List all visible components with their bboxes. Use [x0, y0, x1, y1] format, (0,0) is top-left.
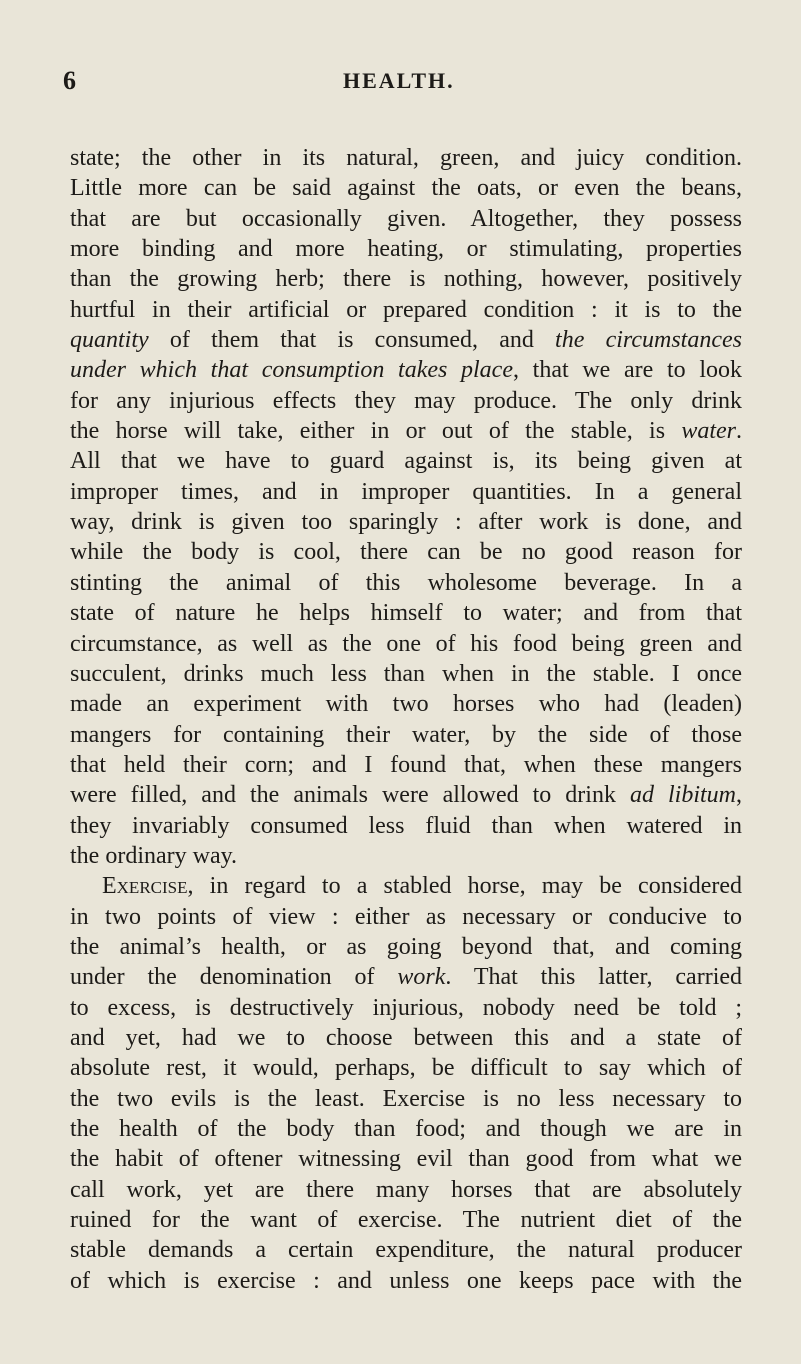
- italic-phrase: work: [397, 964, 446, 991]
- page-number: 6: [63, 66, 76, 95]
- small-caps-word: Exercise: [102, 873, 188, 900]
- text-line: for any injurious effects they may produce. The only drink: [70, 387, 742, 414]
- text-line: that are but occasionally given. Altogether, they possess: [70, 205, 742, 232]
- text-line: that held their corn; and I found that, when these mangers: [70, 751, 742, 778]
- text-line: the habit of oftener witnessing evil than good from what we: [70, 1146, 742, 1173]
- text-line: the ordinary way.: [70, 842, 238, 869]
- text-line: absolute rest, it would, perhaps, be difficult to say which of: [70, 1055, 742, 1082]
- text-line: they invariably consumed less fluid than when watered in: [70, 812, 742, 839]
- italic-phrase: ad libitum: [629, 782, 736, 809]
- text-line: the horse will take, either in or out of the stable, is water.: [70, 418, 742, 445]
- text-line: to excess, is destructively injurious, nobody need be told ;: [70, 994, 742, 1021]
- text-line: state of nature he helps himself to water; and from that: [70, 600, 742, 627]
- text-line: stinting the animal of this wholesome beverage. In a: [70, 569, 742, 596]
- text-line: under which that consumption takes place, that we are to look: [70, 357, 742, 384]
- text-line: ruined for the want of exercise. The nutrient diet of the: [70, 1207, 742, 1234]
- italic-phrase: the circumstances: [555, 327, 742, 354]
- text-line: more binding and more heating, or stimulating, properties: [70, 236, 742, 263]
- text-line: Little more can be said against the oats, or even the beans,: [70, 175, 742, 202]
- text-line: succulent, drinks much less than when in the stable. I once: [70, 660, 742, 687]
- text-line: mangers for containing their water, by the side of those: [70, 721, 742, 748]
- text-line: the animal’s health, or as going beyond that, and coming: [70, 933, 742, 960]
- italic-phrase: water: [681, 418, 736, 445]
- text-line: hurtful in their artificial or prepared condition : it is to the: [70, 296, 742, 323]
- text-line: All that we have to guard against is, its being given at: [70, 448, 742, 475]
- text-line: and yet, had we to choose between this and a state of: [70, 1024, 742, 1051]
- italic-phrase: quantity: [70, 327, 149, 354]
- text-line: improper times, and in improper quantities. In a general: [70, 478, 742, 505]
- text-line: quantity of them that is consumed, and the circumstances: [70, 327, 742, 354]
- italic-phrase: under which that consumption takes place: [70, 357, 513, 384]
- text-line: the two evils is the least. Exercise is no less necessary to: [70, 1085, 742, 1112]
- text-line: way, drink is given too sparingly : after work is done, and: [70, 509, 742, 536]
- text-line: while the body is cool, there can be no good reason for: [70, 539, 742, 566]
- running-head: HEALTH.: [343, 68, 455, 93]
- page-header: [63, 60, 743, 100]
- text-line: state; the other in its natural, green, and juicy condition.: [70, 145, 742, 171]
- text-line: made an experiment with two horses who had (leaden): [70, 691, 742, 718]
- text-line: circumstance, as well as the one of his food being green and: [70, 630, 742, 657]
- text-line: the health of the body than food; and though we are in: [70, 1116, 742, 1142]
- text-line: call work, yet are there many horses that are absolutely: [70, 1176, 742, 1203]
- text-line: stable demands a certain expenditure, the natural producer: [70, 1237, 742, 1264]
- text-line: were filled, and the animals were allowed to drink ad libitum,: [70, 782, 742, 809]
- text-line: of which is exercise : and unless one keeps pace with the: [70, 1267, 742, 1294]
- text-line: Exercise, in regard to a stabled horse, may be considered: [102, 873, 742, 900]
- body-text: [70, 143, 742, 1296]
- text-line: than the growing herb; there is nothing, however, positively: [70, 266, 742, 293]
- text-line: under the denomination of work. That this latter, carried: [70, 964, 743, 991]
- text-line: in two points of view : either as necessary or conducive to: [70, 903, 742, 930]
